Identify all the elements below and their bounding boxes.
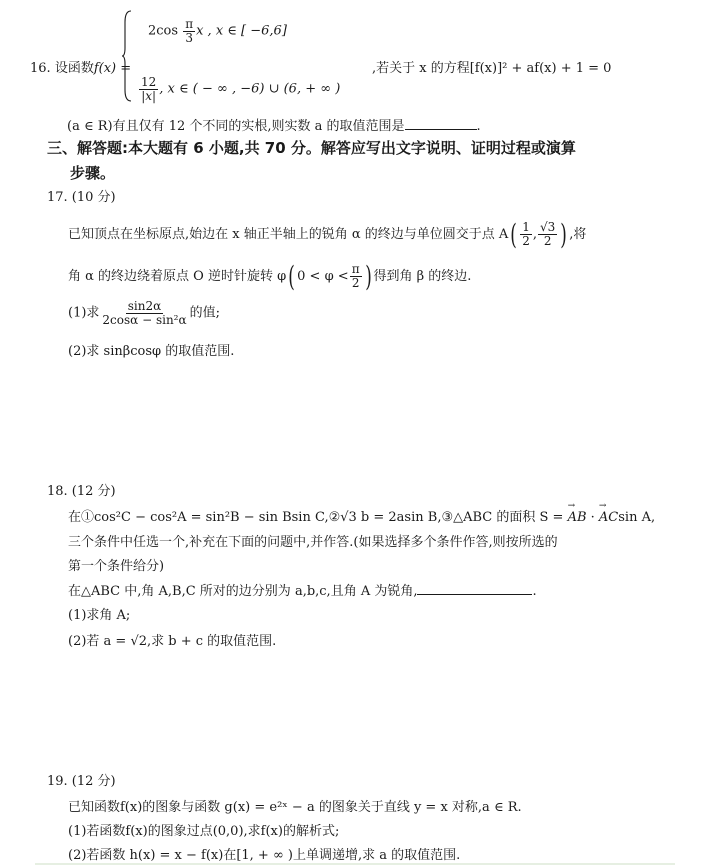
vector-ac: → AC (599, 510, 618, 525)
case2-fraction (139, 76, 158, 102)
case1-fraction (183, 18, 195, 44)
q17-p2-end: 得到角 β 的终边. (373, 269, 472, 284)
q16-equation: ,若关于 x 的方程[f(x)]² + af(x) + 1 = 0 (372, 61, 612, 76)
q18-part1: (1)求角 A; (68, 608, 131, 623)
q18-line4 (68, 580, 537, 599)
phi-condition: 0 < φ < (297, 269, 349, 284)
q17-p1-end: ,将 (569, 227, 587, 242)
q17-part2: (2)求 sinβcosφ 的取值范围. (68, 344, 235, 359)
q16-case-1 (148, 18, 287, 44)
q16-case-2 (138, 76, 340, 102)
q16-line2 (67, 115, 481, 134)
frac-num: sin2α (127, 299, 162, 313)
point-y-frac (538, 221, 557, 247)
frac-num: π (185, 17, 194, 31)
q18-conditions (68, 506, 655, 525)
frac-den: 2 (351, 276, 360, 290)
frac-num: 1 (522, 220, 530, 235)
conditions-end: sin A, (618, 510, 656, 525)
part1-lead: (1)求 (68, 305, 100, 321)
q19-part2: (2)若函数 h(x) = x − f(x)在[1, + ∞ )上单调递增,求 a 的取值范围. (68, 848, 461, 863)
frac-num: 12 (141, 75, 157, 89)
vector-ab: → AB (568, 510, 587, 525)
case1-coef: 2cos (148, 23, 179, 39)
q17-p2-text: 角 α 的终边绕着原点 O 逆时针旋转 φ (68, 269, 287, 284)
period: . (476, 119, 481, 134)
answer-blank[interactable] (405, 129, 477, 130)
condition-blank[interactable] (417, 594, 532, 595)
frac-den: 3 (185, 30, 193, 45)
q18-line2: 三个条件中任选一个,补充在下面的问题中,并作答.(如果选择多个条件作答,则按所选的 (68, 535, 558, 550)
q17-part1 (68, 300, 220, 326)
frac-den: 2cosα − sin²α (102, 312, 187, 327)
frac-den: 2 (543, 234, 552, 248)
q19-line1: 已知函数f(x)的图象与函数 g(x) = e²ˣ − a 的图象关于直线 y = x 对称,a ∈ R. (68, 800, 522, 815)
q17-para1: 已知顶点在坐标原点,始边在 x 轴正半轴上的锐角 α 的终边与单位圆交于点 A( $\frac{1}{2}$ , $\frac{√3}{2}$ ) ,将 (68, 218, 587, 251)
q16-number: 16. (30, 61, 51, 76)
q19-part1: (1)若函数f(x)的图象过点(0,0),求f(x)的解析式; (68, 824, 340, 839)
paren-right: ) (560, 218, 568, 251)
page-bottom-edge (35, 863, 675, 865)
q17-para2 (68, 260, 471, 293)
q16-lead-text: 设函数 (54, 61, 94, 76)
dot-op: · (586, 510, 599, 525)
q16-f-of-x: f(x) = (93, 61, 132, 76)
frac-den: 2 (522, 234, 530, 248)
frac-den: |x| (141, 88, 157, 103)
point-x-frac (520, 221, 532, 247)
q18-line4-text: 在△ABC 中,角 A,B,C 所对的边分别为 a,b,c,且角 A 为锐角, (68, 584, 418, 599)
period: . (532, 584, 537, 599)
q19-header: 19. (12 分) (47, 774, 116, 789)
q16-line2-text: (a ∈ R)有且仅有 12 个不同的实根,则实数 a 的取值范围是 (67, 119, 405, 134)
frac-num: π (351, 262, 360, 277)
case2-domain: , x ∈ ( − ∞ , −6) ∪ (6, + ∞ ) (159, 81, 341, 97)
part1-end: 的值; (189, 305, 220, 321)
paren-right: ) (364, 260, 372, 293)
q18-header: 18. (12 分) (47, 484, 116, 499)
section-heading: 三、解答题:本大题有 6 小题,共 70 分。解答应写出文字说明、证明过程或演算 (47, 139, 576, 157)
q18-part2: (2)若 a = √2,求 b + c 的取值范围. (68, 634, 277, 649)
frac-num: √3 (540, 220, 556, 235)
paren-left: ( (510, 218, 518, 251)
q16-lead (30, 57, 131, 76)
section-heading-cont: 步骤。 (70, 164, 116, 182)
q17-header: 17. (10 分) (47, 190, 116, 205)
piecewise-brace-icon (122, 10, 132, 102)
q17-p1-text: 已知顶点在坐标原点,始边在 x 轴正半轴上的锐角 α 的终边与单位圆交于点 A (68, 227, 509, 242)
conditions-text: 在①cos²C − cos²A = sin²B − sin Bsin C,②√3 b = 2asin B,③△ABC 的面积 S = (68, 510, 568, 525)
q18-line3: 第一个条件给分) (68, 559, 165, 574)
part1-fraction (100, 300, 188, 326)
paren-left: ( (288, 260, 295, 293)
case1-domain: x , x ∈ [ −6,6] (196, 23, 287, 39)
pi-half-frac (350, 263, 362, 289)
